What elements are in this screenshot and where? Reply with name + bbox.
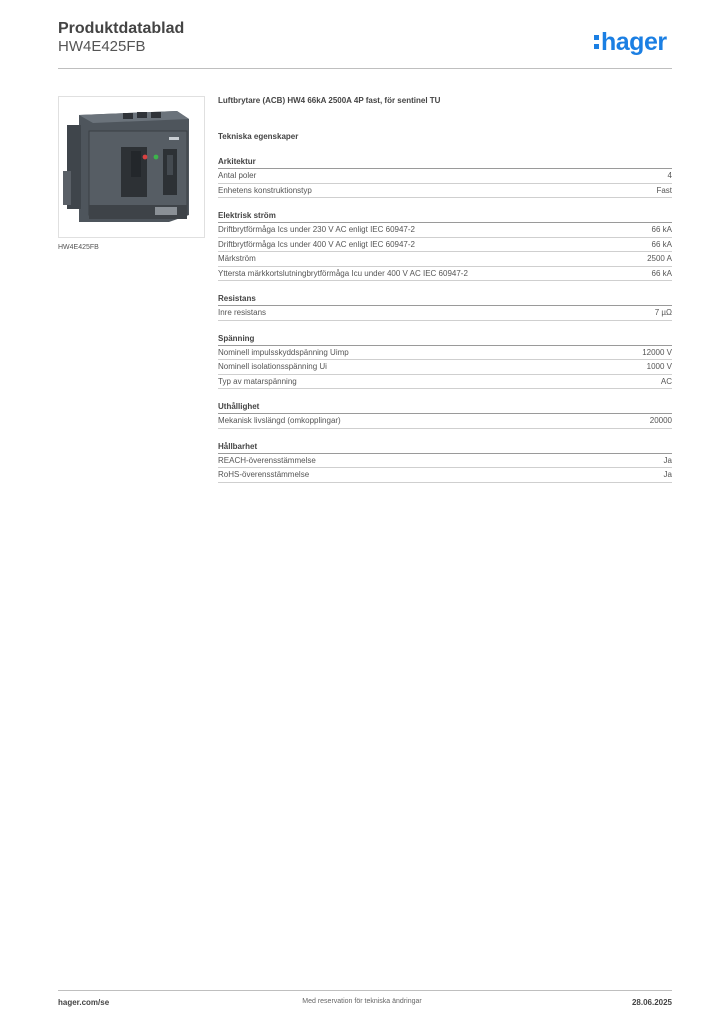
spec-section xyxy=(218,441,672,483)
section-heading: Elektrisk ström xyxy=(218,210,672,223)
spec-value: 66 kA xyxy=(651,225,672,234)
spec-label: Enhetens konstruktionstyp xyxy=(218,185,312,195)
section-heading: Hållbarhet xyxy=(218,441,672,454)
footer-website[interactable]: hager.com/se xyxy=(58,998,110,1007)
spec-label: Märkström xyxy=(218,254,256,263)
spec-section xyxy=(218,333,672,390)
spec-row xyxy=(218,360,672,375)
spec-value: Fast xyxy=(656,185,672,195)
spec-label: Yttersta märkkortslutningbrytförmåga Icu under 400 V AC IEC 60947-2 xyxy=(218,268,468,278)
footer-divider xyxy=(58,990,672,991)
section-heading: Resistans xyxy=(218,293,672,306)
header-divider xyxy=(58,68,672,69)
spec-value: AC xyxy=(660,376,672,386)
spec-label: Nominell isolationsspänning Ui xyxy=(218,362,327,371)
spec-value: 20000 xyxy=(649,416,672,425)
section-heading: Uthållighet xyxy=(218,401,672,414)
spec-row xyxy=(218,346,672,361)
footer-date: 28.06.2025 xyxy=(631,998,672,1007)
logo-text: hager xyxy=(601,27,667,56)
spec-row xyxy=(218,375,672,390)
tech-properties-heading: Tekniska egenskaper xyxy=(218,132,299,141)
spec-sections xyxy=(218,156,672,483)
spec-row xyxy=(218,306,672,321)
spec-value: 66 kA xyxy=(651,268,672,278)
spec-row xyxy=(218,184,672,199)
spec-row xyxy=(218,414,672,429)
spec-row xyxy=(218,454,672,469)
footer-note: Med reservation för tekniska ändringar xyxy=(302,998,422,1005)
spec-section xyxy=(218,293,672,321)
spec-section xyxy=(218,210,672,281)
spec-value: Ja xyxy=(663,455,672,465)
image-caption: HW4E425FB xyxy=(58,244,99,251)
product-description: Luftbrytare (ACB) HW4 66kA 2500A 4P fast, för sentinel TU xyxy=(218,96,441,105)
section-heading: Arkitektur xyxy=(218,156,672,169)
spec-value: 1000 V xyxy=(646,362,672,371)
spec-value: 2500 A xyxy=(647,254,672,263)
logo-dots-icon xyxy=(594,35,599,49)
spec-label: REACH-överensstämmelse xyxy=(218,455,316,465)
spec-section xyxy=(218,156,672,198)
spec-value: 7 µΩ xyxy=(654,308,672,317)
spec-label: Antal poler xyxy=(218,171,257,180)
spec-content xyxy=(218,96,672,483)
section-heading: Spänning xyxy=(218,333,672,346)
spec-value: 12000 V xyxy=(642,347,672,357)
spec-label: RoHS-överensstämmelse xyxy=(218,470,310,479)
spec-row xyxy=(218,169,672,184)
spec-label: Nominell impulsskyddspänning Uimp xyxy=(218,347,349,357)
spec-row xyxy=(218,238,672,253)
product-image xyxy=(58,96,205,238)
spec-value: Ja xyxy=(663,470,672,479)
spec-value: 66 kA xyxy=(651,239,672,249)
spec-row xyxy=(218,223,672,238)
page-title: Produktdatablad xyxy=(58,20,185,37)
spec-label: Typ av matarspänning xyxy=(218,376,297,386)
spec-row xyxy=(218,468,672,483)
spec-label: Driftbrytförmåga Ics under 400 V AC enligt IEC 60947-2 xyxy=(218,239,415,249)
spec-row xyxy=(218,252,672,267)
circuit-breaker-image xyxy=(59,97,204,237)
spec-row xyxy=(218,267,672,282)
hager-logo xyxy=(594,26,667,58)
spec-section xyxy=(218,401,672,429)
product-code: HW4E425FB xyxy=(58,38,146,55)
spec-value: 4 xyxy=(667,171,672,180)
spec-label: Mekanisk livslängd (omkopplingar) xyxy=(218,416,341,425)
spec-label: Driftbrytförmåga Ics under 230 V AC enligt IEC 60947-2 xyxy=(218,225,415,234)
spec-label: Inre resistans xyxy=(218,308,267,317)
